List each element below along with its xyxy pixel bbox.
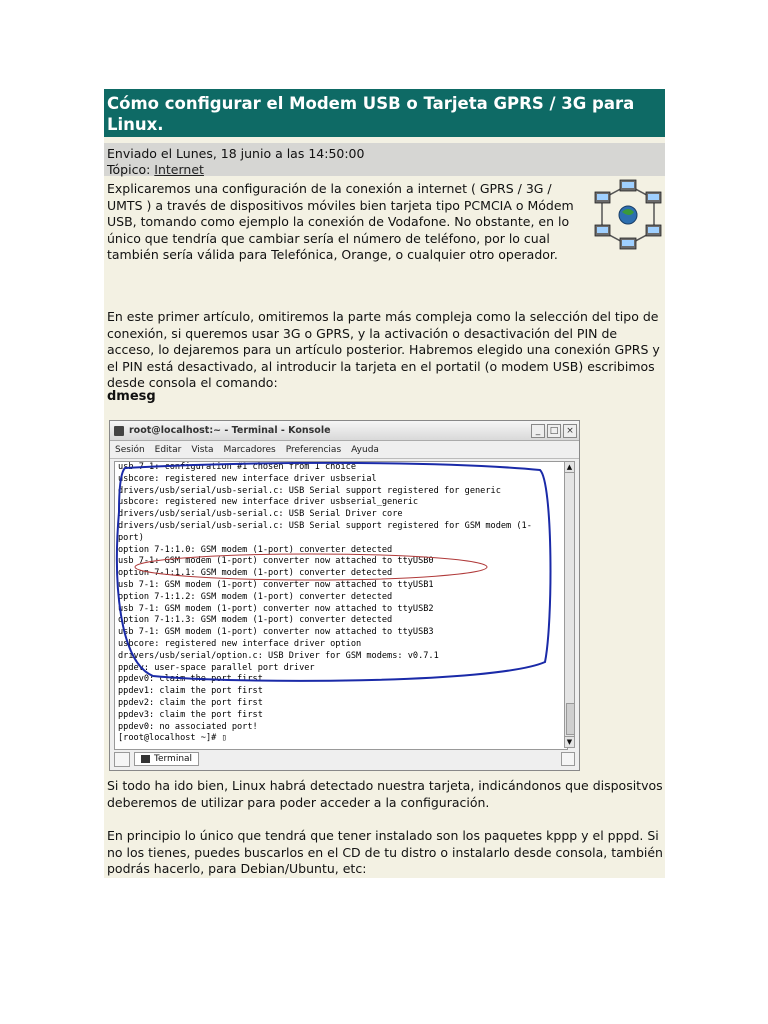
menu-sesion[interactable]: Sesión — [115, 444, 145, 455]
terminal-line: option 7-1:1.3: GSM modem (1-port) converter detected — [118, 615, 393, 626]
terminal-tab-icon — [141, 755, 150, 763]
terminal-lines — [115, 462, 567, 745]
topic-link[interactable]: Internet — [154, 162, 204, 177]
terminal-line: drivers/usb/serial/usb-serial.c: USB Serial support registered for generic — [118, 485, 501, 496]
terminal-screenshot — [109, 420, 580, 771]
terminal-scrollbar[interactable] — [564, 461, 575, 748]
menu-vista[interactable]: Vista — [191, 444, 214, 455]
article-meta — [104, 143, 665, 176]
terminal-line: option 7-1:1.2: GSM modem (1-port) converter detected — [118, 591, 393, 602]
new-tab-icon[interactable] — [114, 752, 130, 767]
terminal-window-title: root@localhost:~ - Terminal - Konsole — [129, 425, 331, 436]
fourth-paragraph: En principio lo único que tendrá que tener instalado son los paquetes kppp y el pppd. Si no los tienes, puedes buscarlos en el CD de tu distro o instalarlo desde consola, también podrás hacerlo, para Debian/Ubuntu, etc: — [107, 828, 663, 876]
article — [104, 89, 665, 878]
intro-paragraph: Explicaremos una configuración de la conexión a internet ( GPRS / 3G / UMTS ) a través de dispositivos móviles bien tarjeta tipo PCMCIA o Módem USB, tomando como ejemplo la conexión de Vodafone. No obstante, en lo único que tendría que cambiar sería el número de teléfono, por lo cual también sería válida para Telefónica, Orange, o cualquier otro operador. — [107, 181, 574, 262]
terminal-line: [root@localhost ~]# ▯ — [118, 733, 227, 744]
terminal-tabbar — [114, 750, 575, 768]
terminal-line: ppdev0: claim the port first — [118, 674, 263, 685]
terminal-line: usbcore: registered new interface driver usbserial_generic — [118, 497, 419, 508]
topic-label: Tópico: — [107, 162, 151, 177]
terminal-line: usb 7-1: GSM modem (1-port) converter now attached to ttyUSB0 — [118, 556, 434, 567]
terminal-line: drivers/usb/serial/usb-serial.c: USB Serial support registered for GSM modem (1- — [118, 520, 532, 531]
terminal-output — [114, 461, 568, 750]
terminal-line: usb 7-1: GSM modem (1-port) converter now attached to ttyUSB3 — [118, 627, 434, 638]
article-title-bar — [104, 89, 665, 137]
terminal-line: ppdev: user-space parallel port driver — [118, 662, 315, 673]
terminal-titlebar — [110, 421, 579, 441]
tab-terminal[interactable] — [134, 752, 199, 766]
terminal-line: usb 7-1: GSM modem (1-port) converter now attached to ttyUSB2 — [118, 603, 434, 614]
terminal-line: option 7-1:1.0: GSM modem (1-port) converter detected — [118, 544, 393, 555]
terminal-line: ppdev3: claim the port first — [118, 709, 263, 720]
tab-terminal-label: Terminal — [154, 754, 193, 764]
minimize-icon[interactable]: _ — [531, 424, 545, 438]
terminal-line: usb 7-1: configuration #1 chosen from 1 choice — [118, 462, 356, 472]
article-title: Cómo configurar el Modem USB o Tarjeta GPRS / 3G para Linux. — [107, 94, 635, 134]
scroll-down-icon[interactable]: ▼ — [566, 738, 573, 746]
network-illustration — [594, 179, 662, 251]
posted-date: Enviado el Lunes, 18 junio a las 14:50:00 — [107, 146, 365, 161]
topic-row — [107, 162, 662, 178]
scroll-up-icon[interactable]: ▲ — [566, 463, 573, 471]
terminal-line: usbcore: registered new interface driver usbserial — [118, 473, 377, 484]
second-paragraph: En este primer artículo, omitiremos la parte más compleja como la selección del tipo de conexión, si queremos usar 3G o GPRS, y la activación o desactivación del PIN de acceso, lo dejaremos para un artículo posterior. Habremos elegido una conexión GPRS y el PIN está desactivado, al introducir la tarjeta en el portatil (o modem USB) escribimos desde consola el comando: — [107, 309, 660, 390]
terminal-line: usb 7-1: GSM modem (1-port) converter now attached to ttyUSB1 — [118, 579, 434, 590]
terminal-menubar — [110, 441, 579, 459]
terminal-app-icon — [114, 426, 124, 436]
terminal-line: ppdev2: claim the port first — [118, 697, 263, 708]
terminal-line: option 7-1:1.1: GSM modem (1-port) converter detected — [118, 568, 393, 579]
terminal-line: ppdev1: claim the port first — [118, 686, 263, 697]
terminal-line: port) — [118, 532, 144, 543]
third-paragraph: Si todo ha ido bien, Linux habrá detectado nuestra tarjeta, indicándonos que dispositvos deberemos de utilizar para poder acceder a la configuración. — [107, 778, 663, 810]
close-icon[interactable]: × — [563, 424, 577, 438]
terminal-line: usbcore: registered new interface driver option — [118, 638, 362, 649]
menu-marcadores[interactable]: Marcadores — [223, 444, 276, 455]
close-tab-icon[interactable] — [561, 752, 575, 766]
menu-editar[interactable]: Editar — [154, 444, 182, 455]
maximize-icon[interactable]: □ — [547, 424, 561, 438]
terminal-line: drivers/usb/serial/option.c: USB Driver for GSM modems: v0.7.1 — [118, 650, 439, 661]
menu-preferencias[interactable]: Preferencias — [285, 444, 342, 455]
command-dmesg: dmesg — [107, 389, 156, 404]
terminal-line: drivers/usb/serial/usb-serial.c: USB Serial Driver core — [118, 509, 403, 520]
terminal-line: ppdev0: no associated port! — [118, 721, 258, 732]
menu-ayuda[interactable]: Ayuda — [351, 444, 379, 455]
scroll-thumb[interactable] — [566, 703, 575, 735]
